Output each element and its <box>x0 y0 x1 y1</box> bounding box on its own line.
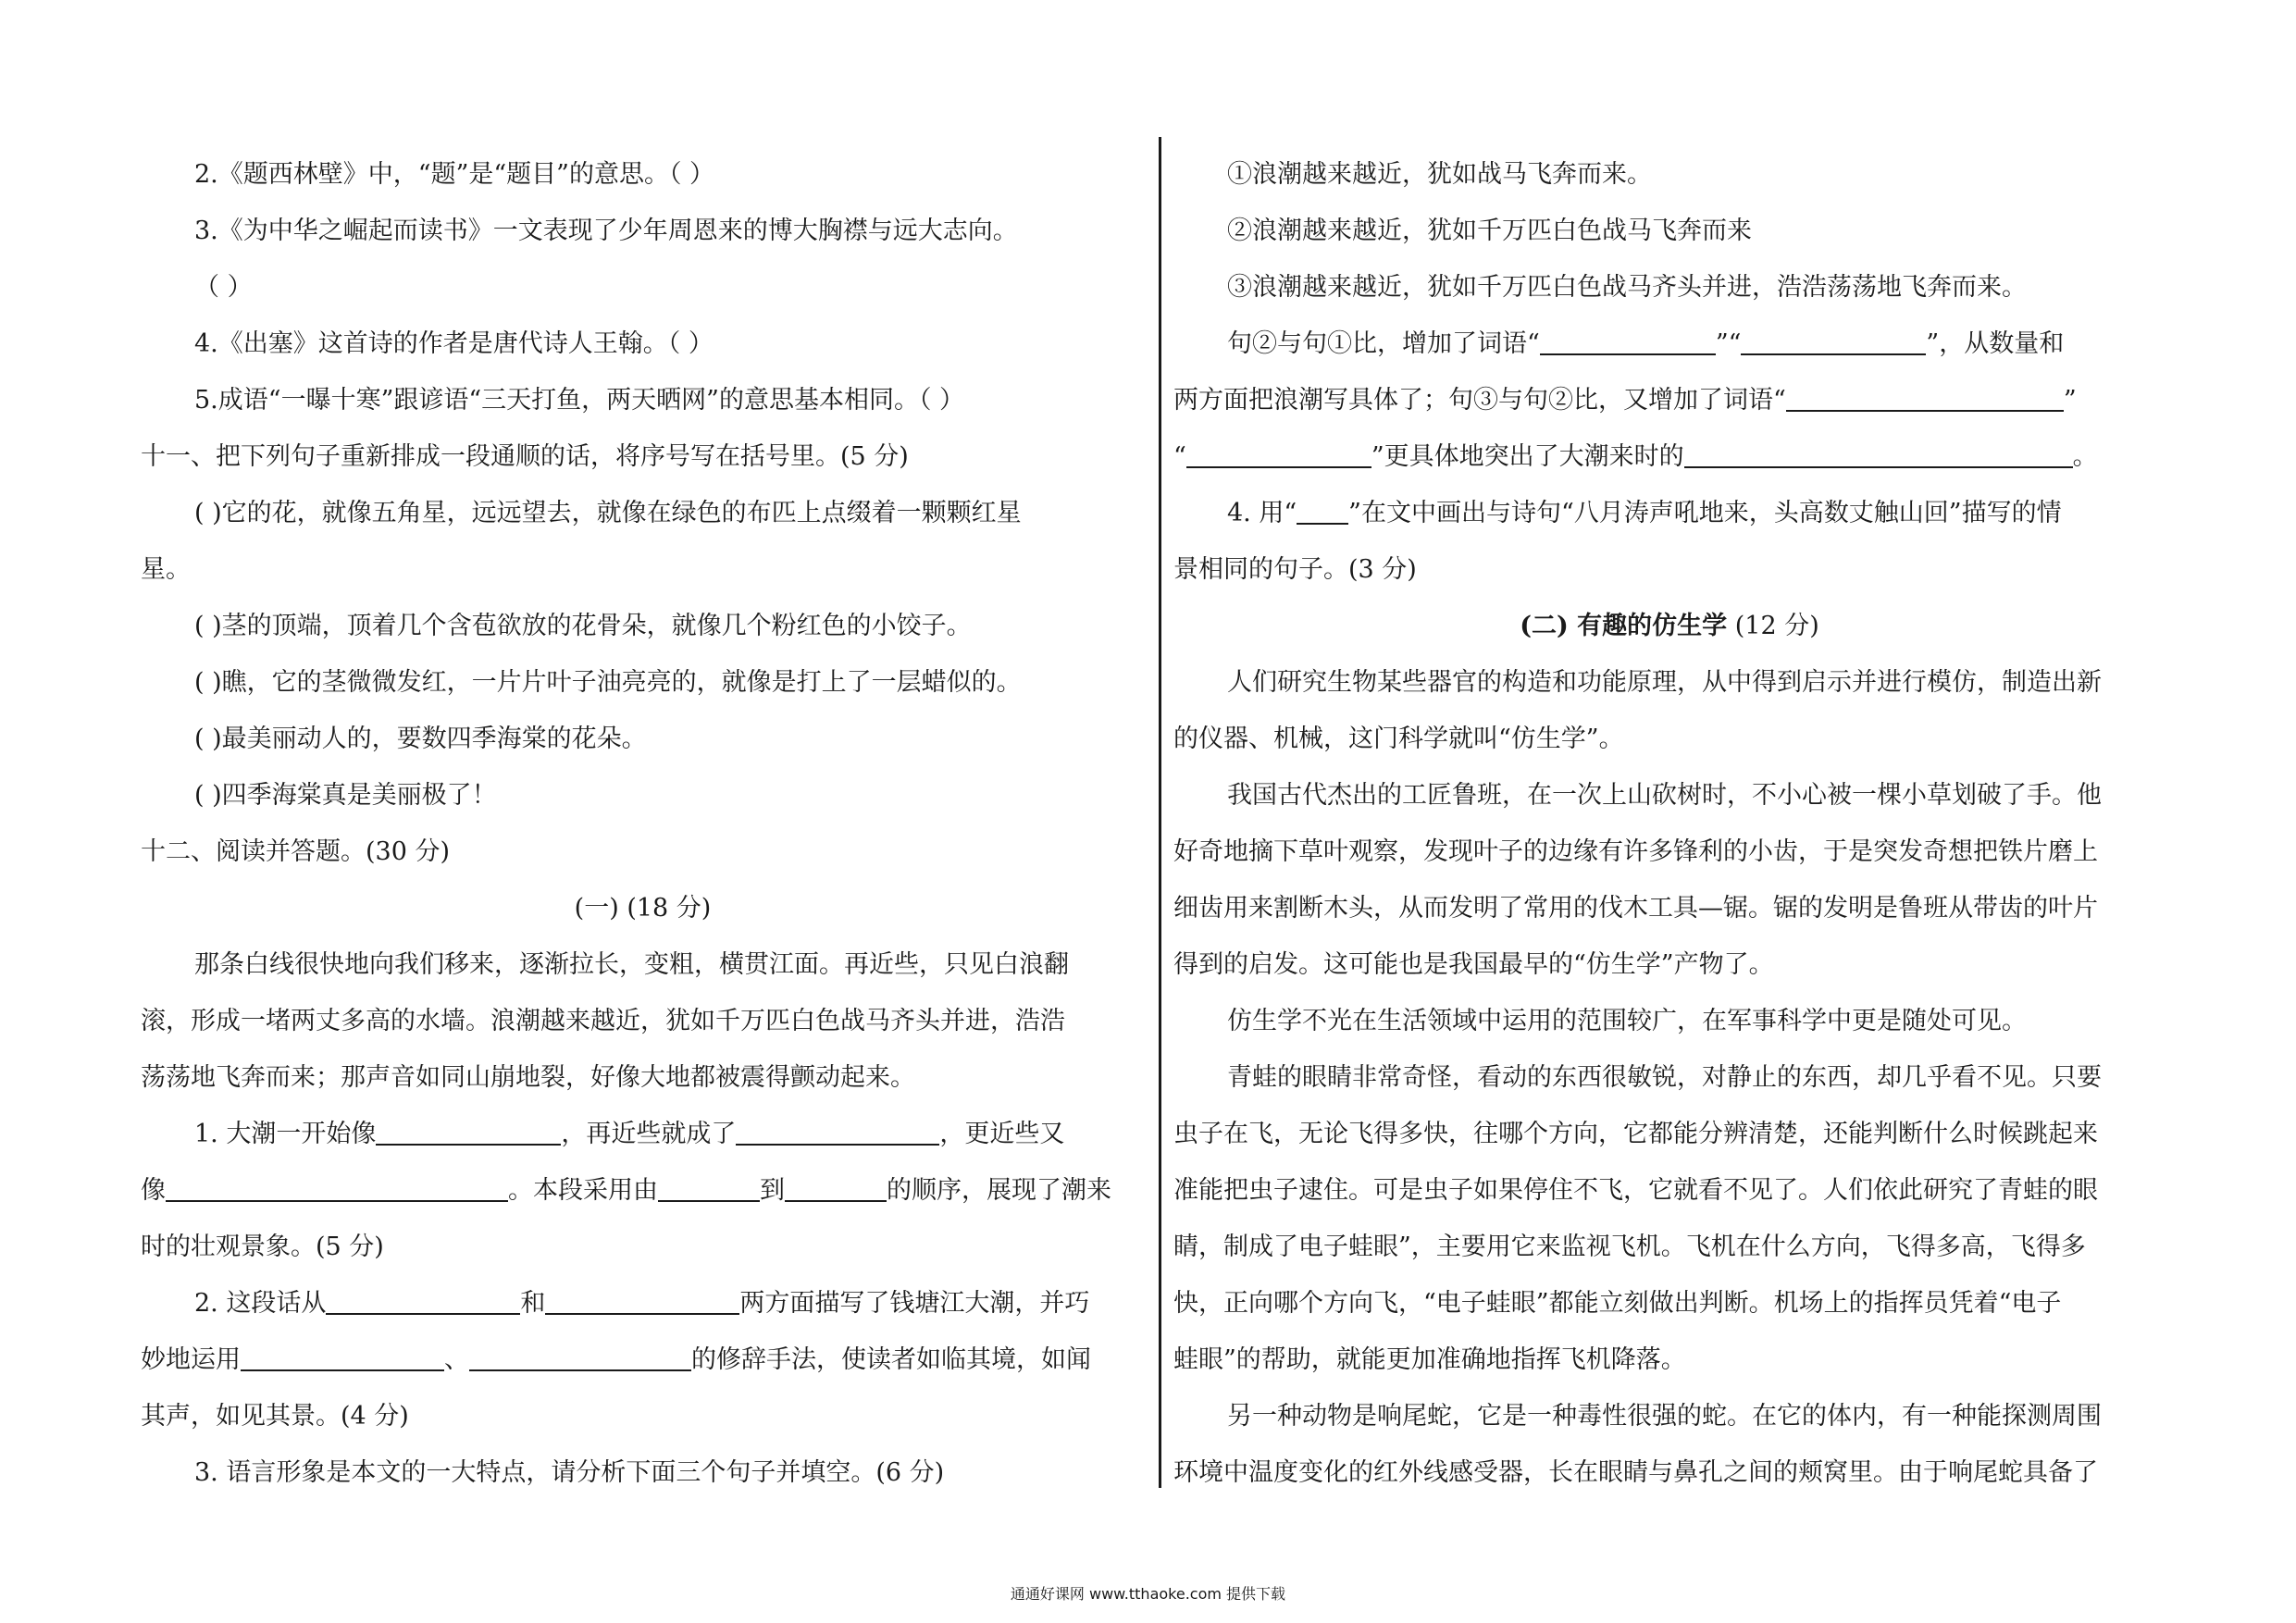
passage-2-text: 环境中温度变化的红外线感受器，长在眼睛与鼻孔之间的颊窝里。由于响尾蛇具备了 <box>1173 1458 2098 1487</box>
answer-blank[interactable] <box>785 1172 887 1202</box>
answer-blank[interactable] <box>658 1172 760 1202</box>
passage-2-text: 准能把虫子逮住。可是虫子如果停住不飞，它就看不见了。人们依此研究了青蛙的眼 <box>1173 1176 2098 1205</box>
passage-1-text: 那条白线很快地向我们移来，逐渐拉长，变粗，横贯江面。再近些，只见白浪翻 <box>194 950 1069 979</box>
answer-blank[interactable] <box>469 1342 691 1371</box>
sentence-option: ②浪潮越来越近，犹如千万匹白色战马飞奔而来 <box>1227 217 1752 245</box>
question-text: ” <box>2063 386 2077 415</box>
answer-blank[interactable] <box>1786 382 2064 412</box>
passage-2-text: 仿生学不光在生活领域中运用的范围较广，在军事科学中更是随处可见。 <box>1227 1007 2027 1035</box>
column-divider <box>1159 137 1161 1488</box>
question-4: 4.《出塞》这首诗的作者是唐代诗人王翰。（ ） <box>194 329 714 358</box>
question-4-line <box>1173 485 2166 541</box>
question-text: ，再近些就成了 <box>561 1120 737 1148</box>
sentence-order-item-cont: 星。 <box>141 555 191 584</box>
question-text: 和 <box>520 1289 546 1318</box>
question-text: 妙地运用 <box>141 1345 241 1374</box>
sentence-order-item: ( )最美丽动人的，要数四季海棠的花朵。 <box>194 725 647 753</box>
answer-blank[interactable] <box>1741 326 1926 355</box>
answer-blank[interactable] <box>1540 326 1716 355</box>
question-text: 到 <box>760 1176 785 1205</box>
question-2-line <box>141 1275 1145 1332</box>
answer-blank[interactable] <box>545 1285 739 1315</box>
question-text: “ <box>1173 442 1186 471</box>
passage-2-text: 我国古代杰出的工匠鲁班，在一次上山砍树时，不小心被一棵小草划破了手。他 <box>1227 781 2102 810</box>
sentence-order-item: ( )它的花，就像五角星，远远望去，就像在绿色的布匹上点缀着一颗颗红星 <box>194 499 1022 527</box>
question-3-fill-line <box>1173 428 2166 485</box>
passage-2-text: 另一种动物是响尾蛇，它是一种毒性很强的蛇。在它的体内，有一种能探测周围 <box>1227 1402 2102 1431</box>
answer-blank[interactable] <box>1186 439 1371 468</box>
question-5: 5.成语“一曝十寒”跟谚语“三天打鱼，两天晒网”的意思基本相同。（ ） <box>194 386 965 415</box>
passage-2-text: 蛙眼”的帮助，就能更加准确地指挥飞机降落。 <box>1173 1345 1686 1374</box>
question-text: 像 <box>141 1176 166 1205</box>
question-text: ”“ <box>1715 329 1742 358</box>
question-text: ，更近些又 <box>939 1120 1065 1148</box>
question-2: 2.《题西林壁》中，“题”是“题目”的意思。（ ） <box>194 160 715 189</box>
question-text: 的顺序，展现了潮来 <box>887 1176 1111 1205</box>
answer-blank[interactable] <box>241 1342 444 1371</box>
passage-2-text: 睛，制成了电子蛙眼”，主要用它来监视飞机。飞机在什么方向，飞得多高，飞得多 <box>1173 1233 2086 1261</box>
passage-2-text: 的仪器、机械，这门科学就叫“仿生学”。 <box>1173 725 1624 753</box>
sentence-option: ③浪潮越来越近，犹如千万匹白色战马齐头并进，浩浩荡荡地飞奔而来。 <box>1227 273 2027 302</box>
passage-1-text: 荡荡地飞奔而来；那声音如同山崩地裂，好像大地都被震得颤动起来。 <box>141 1063 915 1092</box>
question-3-fill-line <box>1173 372 2166 428</box>
question-text: 。本段采用由 <box>508 1176 658 1205</box>
question-text: ”在文中画出与诗句“八月涛声吼地来，头高数丈触山回”描写的情 <box>1348 499 2062 527</box>
question-4-line: 景相同的句子。(3 分) <box>1173 555 1417 584</box>
question-1-line: 时的壮观景象。(5 分) <box>141 1233 384 1261</box>
passage-2-text: 青蛙的眼睛非常奇怪，看动的东西很敏锐，对静止的东西，却几乎看不见。只要 <box>1227 1063 2102 1092</box>
question-3: 3.《为中华之崛起而读书》一文表现了少年周恩来的博大胸襟与远大志向。 <box>194 217 1018 245</box>
answer-blank[interactable] <box>736 1116 939 1146</box>
question-2-line: 其声，如见其景。(4 分) <box>141 1402 409 1431</box>
passage-2-score: (12 分) <box>1727 612 1819 640</box>
sentence-order-item: ( )四季海棠真是美丽极了！ <box>194 781 497 810</box>
passage-1-text: 滚，形成一堵两丈多高的水墙。浪潮越来越近，犹如千万匹白色战马齐头并进，浩浩 <box>141 1007 1065 1035</box>
question-3-answer-paren: （ ） <box>194 273 253 302</box>
question-2-line <box>141 1332 1145 1388</box>
sentence-order-item: ( )茎的顶端，顶着几个含苞欲放的花骨朵，就像几个粉红色的小饺子。 <box>194 612 972 640</box>
section-11-heading: 十一、把下列句子重新排成一段通顺的话，将序号写在括号里。(5 分) <box>141 442 909 471</box>
question-text: 2. 这段话从 <box>194 1289 327 1318</box>
question-text: 、 <box>444 1345 469 1374</box>
passage-1-heading: (一) (18 分) <box>574 894 712 923</box>
passage-2-text: 人们研究生物某些器官的构造和功能原理，从中得到启示并进行模仿，制造出新 <box>1227 668 2102 697</box>
answer-blank[interactable] <box>166 1172 508 1202</box>
question-text: 4. 用“ <box>1227 499 1297 527</box>
passage-2-text: 好奇地摘下草叶观察，发现叶子的边缘有许多锋利的小齿，于是突发奇想把铁片磨上 <box>1173 837 2098 866</box>
question-1-line <box>141 1106 1145 1162</box>
passage-2-title: (二) 有趣的仿生学 <box>1520 612 1728 640</box>
question-text: 两方面把浪潮写具体了；句③与句②比，又增加了词语“ <box>1173 386 1786 415</box>
sentence-option: ①浪潮越来越近，犹如战马飞奔而来。 <box>1227 160 1652 189</box>
right-column <box>1173 146 2166 1501</box>
page-footer: 通通好课网 www.tthaoke.com 提供下载 <box>1010 1585 1286 1603</box>
passage-2-text: 快，正向哪个方向飞，“电子蛙眼”都能立刻做出判断。机场上的指挥员凭着“电子 <box>1173 1289 2062 1318</box>
question-text: 句②与句①比，增加了词语“ <box>1227 329 1540 358</box>
passage-2-text: 得到的启发。这可能也是我国最早的“仿生学”产物了。 <box>1173 950 1774 979</box>
answer-blank[interactable] <box>326 1285 520 1315</box>
answer-blank[interactable] <box>376 1116 561 1146</box>
passage-2-text: 虫子在飞，无论飞得多快，往哪个方向，它都能分辨清楚，还能判断什么时候跳起来 <box>1173 1120 2098 1148</box>
question-text: 。 <box>2072 442 2098 471</box>
left-column <box>141 146 1145 1501</box>
question-3-line: 3. 语言形象是本文的一大特点，请分析下面三个句子并填空。(6 分) <box>194 1458 945 1487</box>
answer-blank[interactable] <box>1684 439 2073 468</box>
question-1-line <box>141 1162 1145 1219</box>
question-text: 的修辞手法，使读者如临其境，如闻 <box>691 1345 1091 1374</box>
question-text: ”，从数量和 <box>1926 329 2065 358</box>
question-text: ”更具体地突出了大潮来时的 <box>1371 442 1684 471</box>
question-text: 1. 大潮一开始像 <box>194 1120 377 1148</box>
question-text: 两方面描写了钱塘江大潮，并巧 <box>739 1289 1090 1318</box>
underline-sample <box>1297 495 1348 525</box>
passage-2-heading <box>1173 598 2166 654</box>
section-12-heading: 十二、阅读并答题。(30 分) <box>141 837 451 866</box>
question-3-fill-line <box>1173 316 2166 372</box>
sentence-order-item: ( )瞧，它的茎微微发红，一片片叶子油亮亮的，就像是打上了一层蜡似的。 <box>194 668 1022 697</box>
passage-2-text: 细齿用来割断木头，从而发明了常用的伐木工具—锯。锯的发明是鲁班从带齿的叶片 <box>1173 894 2098 923</box>
